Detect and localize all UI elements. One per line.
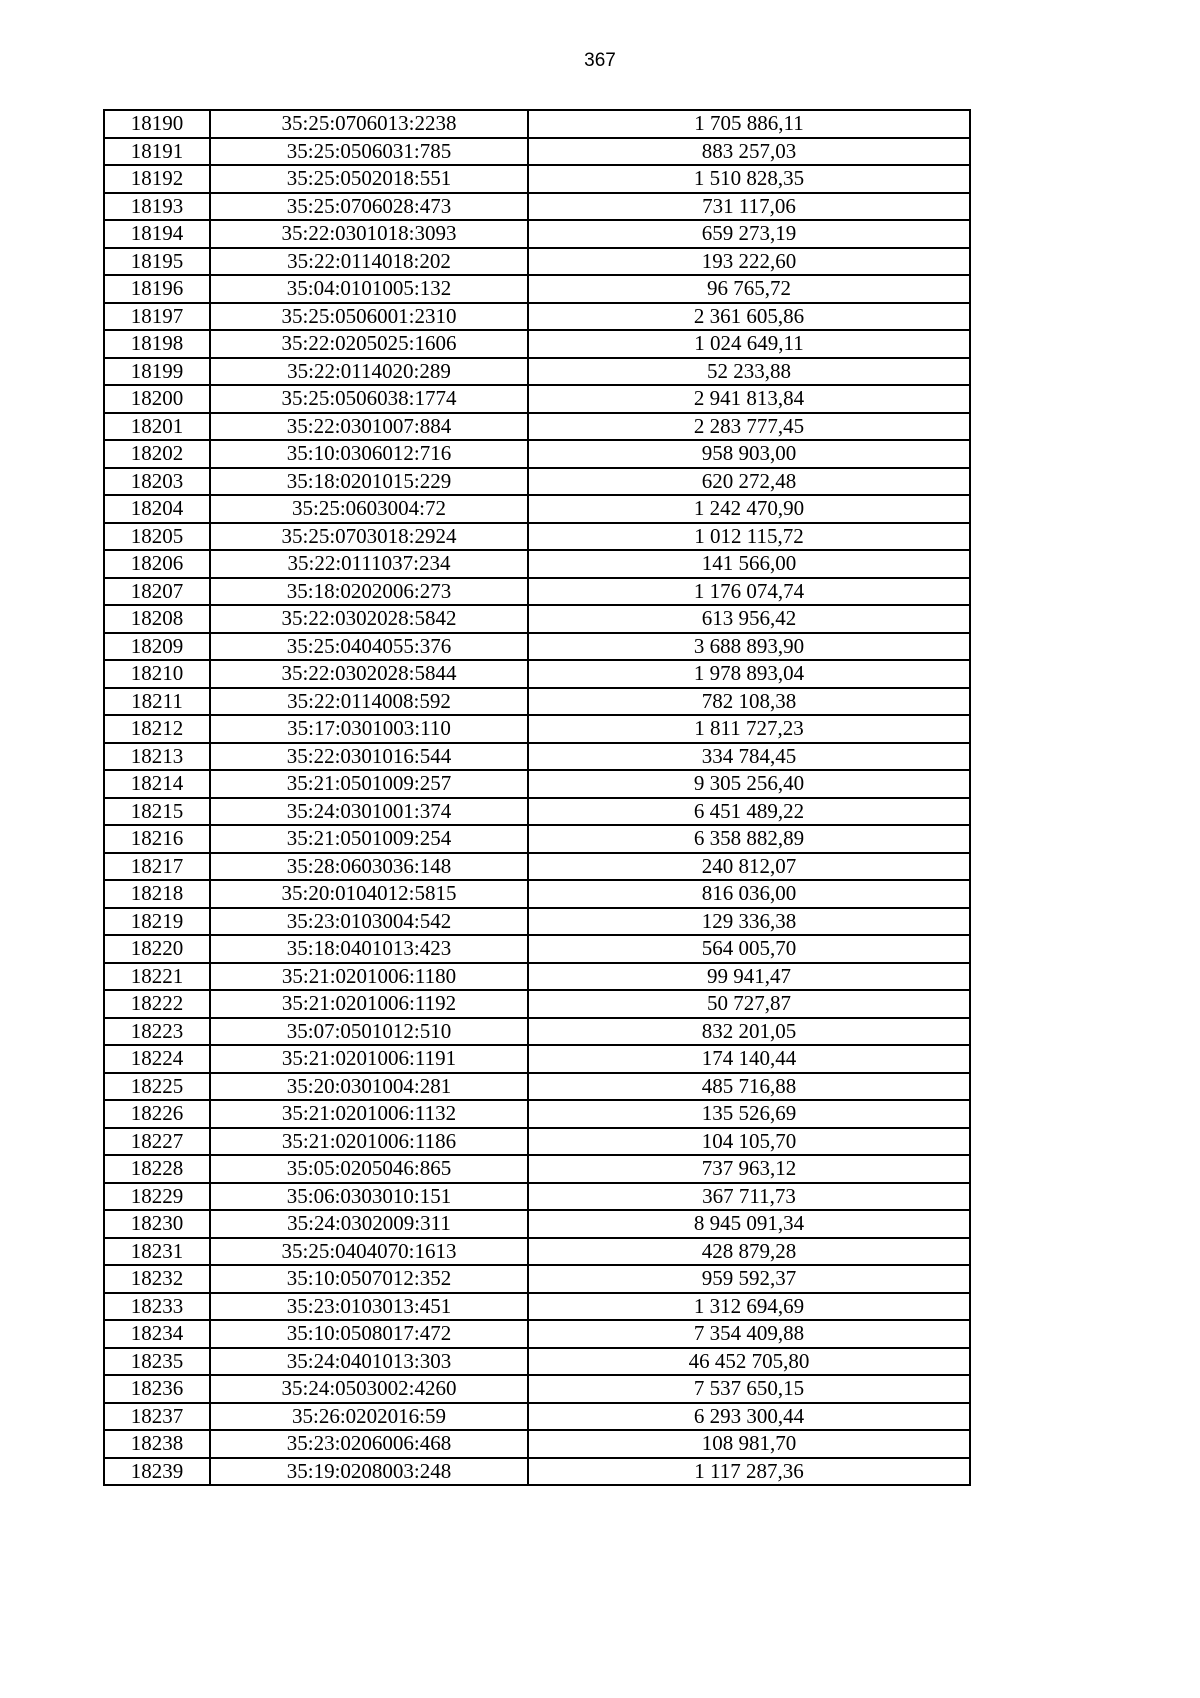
cadastral-value-cell: 2 361 605,86	[528, 303, 970, 331]
cadastral-number-cell: 35:04:0101005:132	[210, 275, 528, 303]
row-number-cell: 18200	[104, 385, 210, 413]
table-row	[104, 1155, 970, 1183]
cadastral-value-cell: 883 257,03	[528, 138, 970, 166]
table-row	[104, 1183, 970, 1211]
table-row	[104, 248, 970, 276]
cadastral-value-cell: 564 005,70	[528, 935, 970, 963]
row-number-cell: 18216	[104, 825, 210, 853]
row-number-cell: 18208	[104, 605, 210, 633]
row-number-cell: 18232	[104, 1265, 210, 1293]
cadastral-number-cell: 35:23:0103013:451	[210, 1293, 528, 1321]
cadastral-number-cell: 35:10:0306012:716	[210, 440, 528, 468]
table-row	[104, 165, 970, 193]
table-row	[104, 193, 970, 221]
row-number-cell: 18219	[104, 908, 210, 936]
table-row	[104, 1045, 970, 1073]
table-row	[104, 1320, 970, 1348]
cadastral-number-cell: 35:22:0302028:5844	[210, 660, 528, 688]
cadastral-value-cell: 367 711,73	[528, 1183, 970, 1211]
row-number-cell: 18190	[104, 110, 210, 138]
cadastral-value-cell: 1 024 649,11	[528, 330, 970, 358]
cadastral-number-cell: 35:07:0501012:510	[210, 1018, 528, 1046]
table-row	[104, 963, 970, 991]
table-row	[104, 935, 970, 963]
table-row	[104, 825, 970, 853]
table-row	[104, 798, 970, 826]
row-number-cell: 18199	[104, 358, 210, 386]
table-row	[104, 275, 970, 303]
table-row	[104, 1128, 970, 1156]
cadastral-number-cell: 35:18:0202006:273	[210, 578, 528, 606]
row-number-cell: 18213	[104, 743, 210, 771]
row-number-cell: 18209	[104, 633, 210, 661]
cadastral-value-cell: 50 727,87	[528, 990, 970, 1018]
cadastral-value-cell: 1 117 287,36	[528, 1458, 970, 1486]
row-number-cell: 18202	[104, 440, 210, 468]
row-number-cell: 18235	[104, 1348, 210, 1376]
row-number-cell: 18210	[104, 660, 210, 688]
page-number: 367	[584, 50, 616, 71]
row-number-cell: 18239	[104, 1458, 210, 1486]
cadastral-value-cell: 816 036,00	[528, 880, 970, 908]
table-row	[104, 853, 970, 881]
table-row	[104, 495, 970, 523]
cadastral-number-cell: 35:25:0706013:2238	[210, 110, 528, 138]
table-row	[104, 1238, 970, 1266]
cadastral-number-cell: 35:22:0302028:5842	[210, 605, 528, 633]
cadastral-number-cell: 35:21:0201006:1180	[210, 963, 528, 991]
row-number-cell: 18225	[104, 1073, 210, 1101]
cadastral-number-cell: 35:21:0201006:1132	[210, 1100, 528, 1128]
table-row	[104, 468, 970, 496]
cadastral-number-cell: 35:25:0603004:72	[210, 495, 528, 523]
table-row	[104, 330, 970, 358]
cadastral-number-cell: 35:17:0301003:110	[210, 715, 528, 743]
table-row	[104, 523, 970, 551]
cadastral-value-cell: 240 812,07	[528, 853, 970, 881]
table-row	[104, 550, 970, 578]
row-number-cell: 18224	[104, 1045, 210, 1073]
row-number-cell: 18196	[104, 275, 210, 303]
cadastral-value-cell: 7 354 409,88	[528, 1320, 970, 1348]
cadastral-number-cell: 35:10:0508017:472	[210, 1320, 528, 1348]
cadastral-number-cell: 35:25:0404070:1613	[210, 1238, 528, 1266]
cadastral-number-cell: 35:22:0301016:544	[210, 743, 528, 771]
table-row	[104, 1348, 970, 1376]
table-row	[104, 220, 970, 248]
cadastral-number-cell: 35:28:0603036:148	[210, 853, 528, 881]
table-row	[104, 633, 970, 661]
row-number-cell: 18233	[104, 1293, 210, 1321]
row-number-cell: 18195	[104, 248, 210, 276]
cadastral-number-cell: 35:24:0503002:4260	[210, 1375, 528, 1403]
cadastral-value-cell: 782 108,38	[528, 688, 970, 716]
cadastral-number-cell: 35:25:0706028:473	[210, 193, 528, 221]
cadastral-number-cell: 35:25:0404055:376	[210, 633, 528, 661]
cadastral-value-cell: 620 272,48	[528, 468, 970, 496]
table-row	[104, 688, 970, 716]
table-row	[104, 880, 970, 908]
table-row	[104, 413, 970, 441]
cadastral-number-cell: 35:24:0302009:311	[210, 1210, 528, 1238]
row-number-cell: 18217	[104, 853, 210, 881]
table-row	[104, 138, 970, 166]
cadastral-value-cell: 1 978 893,04	[528, 660, 970, 688]
cadastral-value-cell: 141 566,00	[528, 550, 970, 578]
cadastral-value-cell: 485 716,88	[528, 1073, 970, 1101]
row-number-cell: 18206	[104, 550, 210, 578]
cadastral-value-cell: 959 592,37	[528, 1265, 970, 1293]
row-number-cell: 18218	[104, 880, 210, 908]
table-row	[104, 660, 970, 688]
table-row	[104, 1018, 970, 1046]
cadastral-number-cell: 35:22:0301018:3093	[210, 220, 528, 248]
cadastral-value-cell: 6 293 300,44	[528, 1403, 970, 1431]
row-number-cell: 18197	[104, 303, 210, 331]
cadastral-number-cell: 35:20:0104012:5815	[210, 880, 528, 908]
row-number-cell: 18194	[104, 220, 210, 248]
cadastral-value-cell: 428 879,28	[528, 1238, 970, 1266]
table-body	[104, 110, 970, 1485]
cadastral-value-cell: 129 336,38	[528, 908, 970, 936]
cadastral-number-cell: 35:22:0114008:592	[210, 688, 528, 716]
table-row	[104, 1073, 970, 1101]
row-number-cell: 18212	[104, 715, 210, 743]
cadastral-value-cell: 659 273,19	[528, 220, 970, 248]
table-row	[104, 743, 970, 771]
cadastral-value-cell: 104 105,70	[528, 1128, 970, 1156]
row-number-cell: 18230	[104, 1210, 210, 1238]
row-number-cell: 18237	[104, 1403, 210, 1431]
table-row	[104, 1100, 970, 1128]
cadastral-number-cell: 35:18:0201015:229	[210, 468, 528, 496]
cadastral-number-cell: 35:06:0303010:151	[210, 1183, 528, 1211]
cadastral-number-cell: 35:18:0401013:423	[210, 935, 528, 963]
row-number-cell: 18228	[104, 1155, 210, 1183]
cadastral-number-cell: 35:25:0506001:2310	[210, 303, 528, 331]
row-number-cell: 18226	[104, 1100, 210, 1128]
table-row	[104, 358, 970, 386]
cadastral-number-cell: 35:23:0206006:468	[210, 1430, 528, 1458]
cadastral-value-cell: 1 312 694,69	[528, 1293, 970, 1321]
row-number-cell: 18236	[104, 1375, 210, 1403]
row-number-cell: 18214	[104, 770, 210, 798]
cadastral-value-cell: 99 941,47	[528, 963, 970, 991]
cadastral-value-cell: 7 537 650,15	[528, 1375, 970, 1403]
row-number-cell: 18205	[104, 523, 210, 551]
table-row	[104, 578, 970, 606]
row-number-cell: 18234	[104, 1320, 210, 1348]
cadastral-number-cell: 35:22:0111037:234	[210, 550, 528, 578]
cadastral-number-cell: 35:21:0501009:257	[210, 770, 528, 798]
table-row	[104, 1210, 970, 1238]
table-row	[104, 990, 970, 1018]
cadastral-number-cell: 35:21:0501009:254	[210, 825, 528, 853]
row-number-cell: 18207	[104, 578, 210, 606]
cadastral-number-cell: 35:25:0506038:1774	[210, 385, 528, 413]
cadastral-value-cell: 737 963,12	[528, 1155, 970, 1183]
cadastral-value-cell: 1 176 074,74	[528, 578, 970, 606]
row-number-cell: 18215	[104, 798, 210, 826]
cadastral-number-cell: 35:26:0202016:59	[210, 1403, 528, 1431]
cadastral-value-cell: 334 784,45	[528, 743, 970, 771]
row-number-cell: 18238	[104, 1430, 210, 1458]
table-row	[104, 1265, 970, 1293]
cadastral-value-cell: 96 765,72	[528, 275, 970, 303]
cadastral-number-cell: 35:22:0301007:884	[210, 413, 528, 441]
cadastral-value-cell: 6 358 882,89	[528, 825, 970, 853]
table-row	[104, 715, 970, 743]
cadastral-number-cell: 35:24:0401013:303	[210, 1348, 528, 1376]
table-row	[104, 1403, 970, 1431]
row-number-cell: 18211	[104, 688, 210, 716]
row-number-cell: 18223	[104, 1018, 210, 1046]
cadastral-value-cell: 2 941 813,84	[528, 385, 970, 413]
table-row	[104, 1375, 970, 1403]
cadastral-value-cell: 1 510 828,35	[528, 165, 970, 193]
cadastral-number-cell: 35:23:0103004:542	[210, 908, 528, 936]
cadastral-value-cell: 108 981,70	[528, 1430, 970, 1458]
cadastral-value-cell: 832 201,05	[528, 1018, 970, 1046]
row-number-cell: 18222	[104, 990, 210, 1018]
cadastral-number-cell: 35:25:0502018:551	[210, 165, 528, 193]
cadastral-number-cell: 35:20:0301004:281	[210, 1073, 528, 1101]
row-number-cell: 18204	[104, 495, 210, 523]
cadastral-number-cell: 35:19:0208003:248	[210, 1458, 528, 1486]
cadastral-value-cell: 6 451 489,22	[528, 798, 970, 826]
row-number-cell: 18220	[104, 935, 210, 963]
table-row	[104, 605, 970, 633]
cadastral-number-cell: 35:22:0205025:1606	[210, 330, 528, 358]
cadastral-value-cell: 1 242 470,90	[528, 495, 970, 523]
cadastral-value-cell: 8 945 091,34	[528, 1210, 970, 1238]
row-number-cell: 18203	[104, 468, 210, 496]
cadastral-value-cell: 613 956,42	[528, 605, 970, 633]
cadastral-number-cell: 35:05:0205046:865	[210, 1155, 528, 1183]
cadastral-value-cell: 1 012 115,72	[528, 523, 970, 551]
table-row	[104, 908, 970, 936]
row-number-cell: 18198	[104, 330, 210, 358]
table-row	[104, 303, 970, 331]
row-number-cell: 18221	[104, 963, 210, 991]
cadastral-value-cell: 731 117,06	[528, 193, 970, 221]
cadastral-number-cell: 35:21:0201006:1192	[210, 990, 528, 1018]
row-number-cell: 18201	[104, 413, 210, 441]
table-row	[104, 110, 970, 138]
cadastral-number-cell: 35:10:0507012:352	[210, 1265, 528, 1293]
table-row	[104, 1458, 970, 1486]
row-number-cell: 18192	[104, 165, 210, 193]
table-row	[104, 385, 970, 413]
cadastral-number-cell: 35:24:0301001:374	[210, 798, 528, 826]
cadastral-value-cell: 135 526,69	[528, 1100, 970, 1128]
cadastral-value-cell: 9 305 256,40	[528, 770, 970, 798]
cadastral-number-cell: 35:22:0114018:202	[210, 248, 528, 276]
row-number-cell: 18191	[104, 138, 210, 166]
row-number-cell: 18229	[104, 1183, 210, 1211]
cadastral-number-cell: 35:21:0201006:1186	[210, 1128, 528, 1156]
cadastral-value-cell: 2 283 777,45	[528, 413, 970, 441]
cadastral-number-cell: 35:22:0114020:289	[210, 358, 528, 386]
row-number-cell: 18193	[104, 193, 210, 221]
cadastral-number-cell: 35:25:0506031:785	[210, 138, 528, 166]
cadastral-value-cell: 193 222,60	[528, 248, 970, 276]
table-row	[104, 1430, 970, 1458]
table-row	[104, 1293, 970, 1321]
cadastral-value-cell: 52 233,88	[528, 358, 970, 386]
cadastral-value-cell: 1 705 886,11	[528, 110, 970, 138]
cadastral-value-cell: 1 811 727,23	[528, 715, 970, 743]
cadastral-value-table	[103, 109, 971, 1486]
cadastral-value-cell: 3 688 893,90	[528, 633, 970, 661]
row-number-cell: 18231	[104, 1238, 210, 1266]
cadastral-value-cell: 174 140,44	[528, 1045, 970, 1073]
row-number-cell: 18227	[104, 1128, 210, 1156]
cadastral-number-cell: 35:25:0703018:2924	[210, 523, 528, 551]
cadastral-number-cell: 35:21:0201006:1191	[210, 1045, 528, 1073]
table-row	[104, 770, 970, 798]
cadastral-value-cell: 46 452 705,80	[528, 1348, 970, 1376]
cadastral-value-cell: 958 903,00	[528, 440, 970, 468]
table-row	[104, 440, 970, 468]
